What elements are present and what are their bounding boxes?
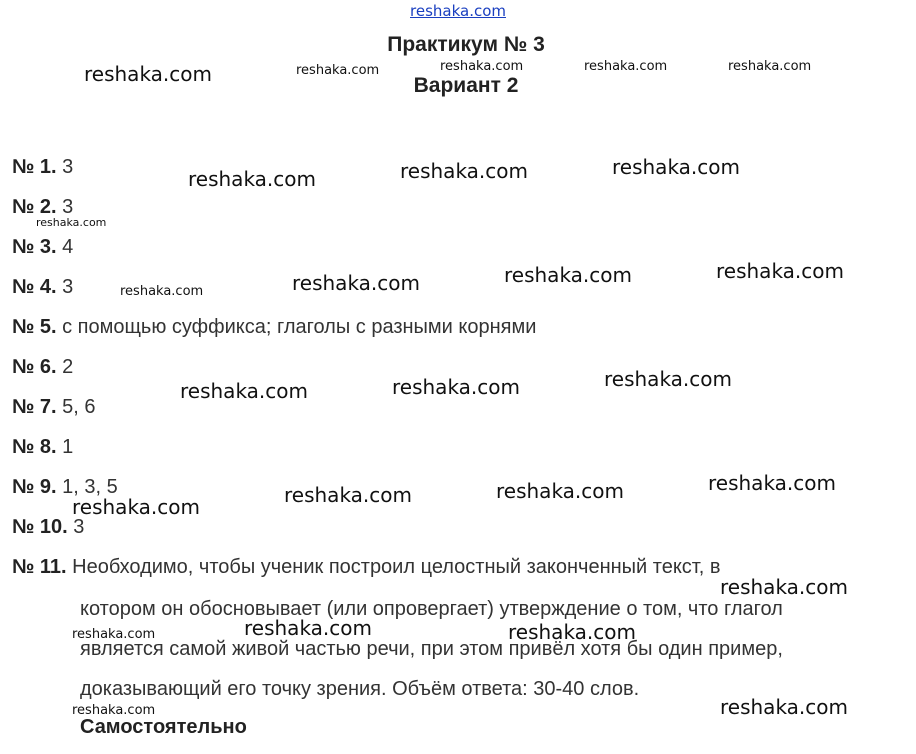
- watermark: reshaka.com: [120, 284, 204, 299]
- answer-number: № 11.: [12, 556, 67, 578]
- watermark: reshaka.com: [716, 259, 844, 283]
- watermark: reshaka.com: [296, 63, 380, 78]
- watermark: reshaka.com: [720, 575, 848, 599]
- answer-text: с помощью суффикса; глаголы с разными корнями: [62, 316, 537, 338]
- answer-text: 4: [62, 236, 74, 258]
- answer-text: 2: [62, 356, 74, 378]
- answer-text: 1, 3, 5: [62, 476, 118, 498]
- answer-item-7: [12, 395, 95, 419]
- answer-number: № 10.: [12, 516, 68, 538]
- answer-number: № 7.: [12, 396, 57, 418]
- answer-text: 5, 6: [62, 396, 96, 418]
- answer-text: 3: [73, 516, 85, 538]
- answer-number: № 4.: [12, 276, 57, 298]
- answer-continuation-line: котором он обосновывает (или опровергает) утверждение о том, что глагол: [80, 598, 783, 620]
- answer-text: 3: [62, 196, 74, 218]
- answer-text: Необходимо, чтобы ученик построил целостный законченный текст, в: [72, 556, 721, 578]
- watermark: reshaka.com: [292, 271, 420, 295]
- watermark: reshaka.com: [604, 367, 732, 391]
- watermark: reshaka.com: [392, 375, 520, 399]
- answer-number: № 2.: [12, 196, 57, 218]
- watermark: reshaka.com: [440, 59, 524, 74]
- answer-number: № 8.: [12, 436, 57, 458]
- watermark: reshaka.com: [720, 695, 848, 719]
- watermark: reshaka.com: [584, 59, 668, 74]
- answer-item-8: [12, 435, 73, 459]
- answer-text: 1: [62, 436, 74, 458]
- answer-item-5: [12, 315, 536, 339]
- answer-number: № 3.: [12, 236, 57, 258]
- answer-text: 3: [62, 156, 74, 178]
- watermark: reshaka.com: [188, 167, 316, 191]
- section-label: Самостоятельно: [80, 716, 247, 738]
- answer-number: № 9.: [12, 476, 57, 498]
- answer-continuation-line: является самой живой частью речи, при этом привёл хотя бы один пример,: [80, 638, 783, 660]
- watermark: reshaka.com: [180, 379, 308, 403]
- answer-continuation-line: доказывающий его точку зрения. Объём ответа: 30-40 слов.: [80, 678, 640, 700]
- watermark: reshaka.com: [72, 495, 200, 519]
- answer-number: № 5.: [12, 316, 57, 338]
- watermark: reshaka.com: [72, 703, 156, 718]
- answer-text: 3: [62, 276, 74, 298]
- watermark: reshaka.com: [612, 155, 740, 179]
- watermark: reshaka.com: [728, 59, 812, 74]
- site-link[interactable]: reshaka.com: [410, 2, 506, 20]
- answer-item-1: [12, 155, 73, 179]
- answer-number: № 1.: [12, 156, 57, 178]
- watermark: reshaka.com: [508, 620, 636, 644]
- answer-item-11: [12, 555, 720, 579]
- watermark: reshaka.com: [84, 62, 212, 86]
- watermark: reshaka.com: [36, 216, 107, 229]
- answer-item-3: [12, 235, 73, 259]
- answer-item-6: [12, 355, 73, 379]
- answer-item-4: [12, 275, 73, 299]
- watermark: reshaka.com: [504, 263, 632, 287]
- watermark: reshaka.com: [72, 627, 156, 642]
- watermark: reshaka.com: [400, 159, 528, 183]
- watermark: reshaka.com: [496, 479, 624, 503]
- watermark: reshaka.com: [244, 616, 372, 640]
- watermark: reshaka.com: [284, 483, 412, 507]
- page-title: Практикум № 3: [387, 33, 545, 56]
- page-subtitle: Вариант 2: [413, 74, 519, 97]
- watermark: reshaka.com: [708, 471, 836, 495]
- answer-number: № 6.: [12, 356, 57, 378]
